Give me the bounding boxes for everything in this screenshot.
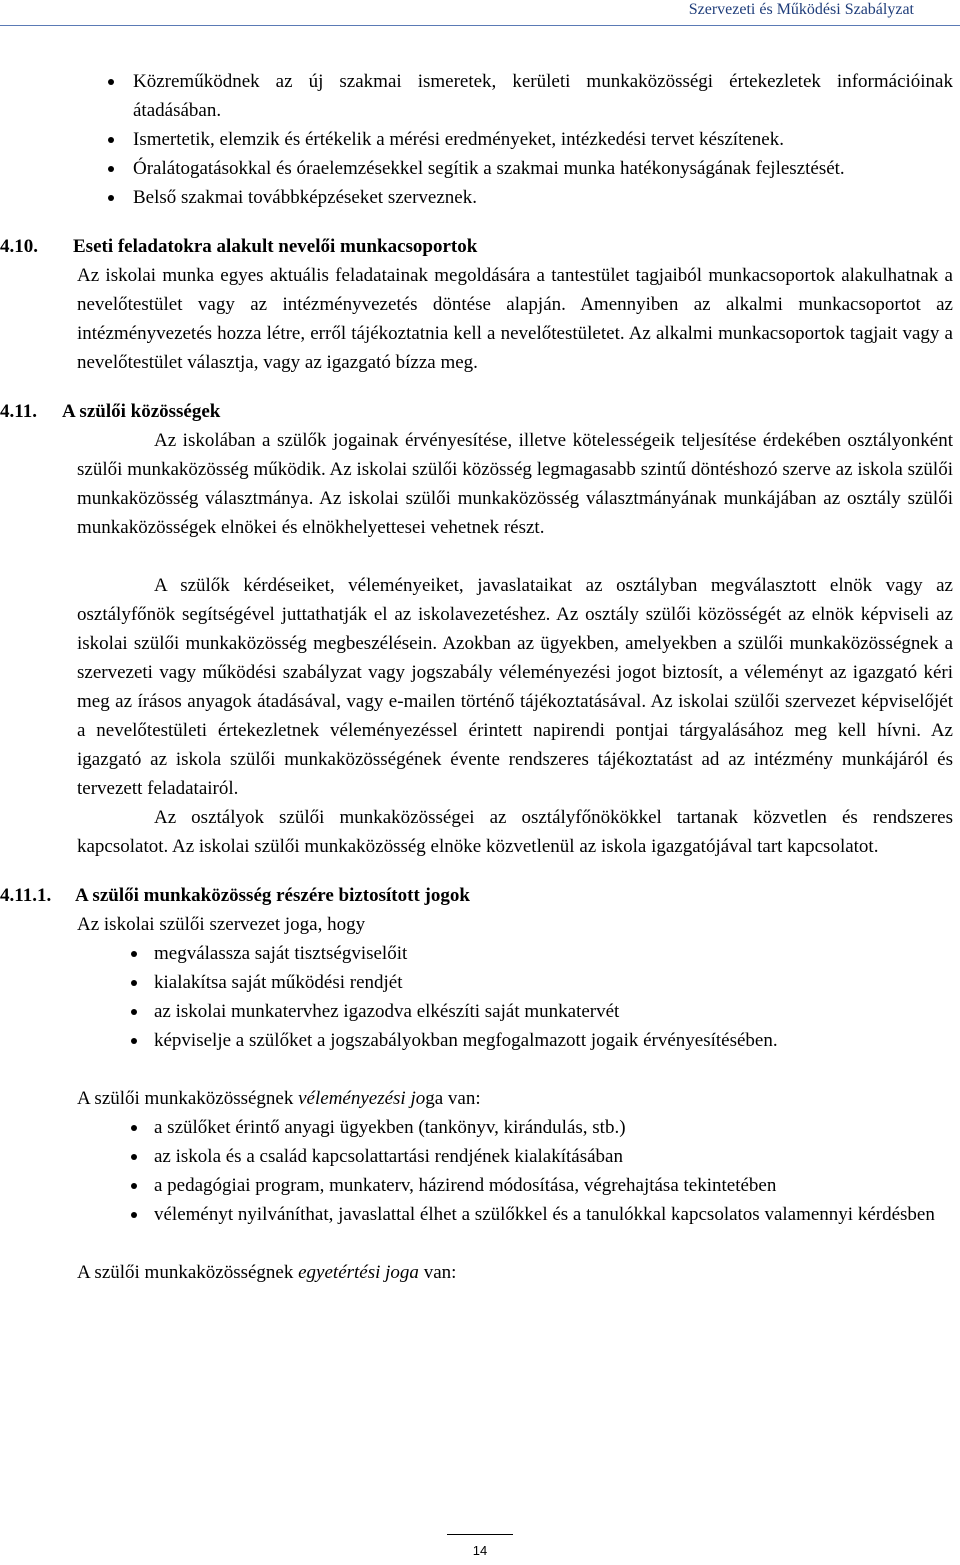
consent-intro: A szülői munkaközösségnek egyetértési joga van: xyxy=(77,1262,457,1283)
list-item: a szülőket érintő anyagi ügyekben (tankönyv, kirándulás, stb.) xyxy=(154,1113,953,1142)
opinion-list xyxy=(154,1113,953,1229)
section-number: 4.11. xyxy=(0,401,37,422)
emphasis: egyetértési joga xyxy=(298,1262,419,1283)
page-content xyxy=(0,67,953,1287)
top-bullet-list xyxy=(77,67,953,212)
header-rule xyxy=(0,25,960,26)
page-number: 14 xyxy=(472,1543,488,1558)
list-item: Ismertetik, elemzik és értékelik a mérési eredményeket, intézkedési tervet készítenek. xyxy=(77,125,953,154)
running-header: Szervezeti és Működési Szabályzat xyxy=(688,1,914,18)
list-item: véleményt nyilváníthat, javaslattal élhet a szülőkkel és a tanulókkal kapcsolatos valamennyi kérdésben xyxy=(154,1200,953,1229)
section-heading-4-11 xyxy=(0,397,953,426)
section-paragraph: Az iskolában a szülők jogainak érvényesítése, illetve kötelességeik teljesítése érdekében osztályonként szülői munkaközösség működik. Az iskolai szülői közösség legmagasabb szintű döntéshozó szerve az iskola szülői munkaközösség választmánya. Az iskolai szülői munkaközösség választmányának munkájában az osztály szülői munkaközösségek elnökei és elnökhelyettesei vehetnek részt. xyxy=(77,430,953,538)
list-item: megválassza saját tisztségviselőit xyxy=(154,939,953,968)
section-title: A szülői munkaközösség részére biztosított jogok xyxy=(75,885,470,906)
opinion-intro: A szülői munkaközösségnek véleményezési joga van: xyxy=(77,1088,481,1109)
list-item: a pedagógiai program, munkaterv, házirend módosítása, végrehajtása tekintetében xyxy=(154,1171,953,1200)
rights-intro: Az iskolai szülői szervezet joga, hogy xyxy=(77,914,366,935)
section-heading-4-10 xyxy=(0,232,953,261)
section-paragraph: A szülők kérdéseiket, véleményeiket, javaslataikat az osztályban megválasztott elnök vagy az osztályfőnök segítségével juttathatják el az iskolavezetéshez. Az osztály szülői közösségét az elnök képviseli az iskolai szülői munkaközösség megbeszélésein. Azokban az ügyekben, amelyekben a szülői munkaközösségnek a szervezeti vagy működési szabályzat vagy jogszabály véleményezési jogot biztosít, a véleményt az igazgató kéri meg az írásos anyagok átadásával, vagy e-mailen történő tájékoztatásával. Az iskolai szülői szervezet képviselőjét a nevelőtestületi értekezletnek véleményezéssel érintett napirendi pontjai tárgyalásához meg kell hívni. Az igazgató az iskola szülői munkaközösségének évente rendszeres tájékoztatást ad az intézmény munkájáról és tervezett feladatairól. xyxy=(77,575,953,799)
list-item: Óralátogatásokkal és óraelemzésekkel segítik a szakmai munka hatékonyságának fejlesztését. xyxy=(77,154,953,183)
section-number: 4.11.1. xyxy=(0,885,52,906)
section-heading-4-11-1 xyxy=(0,881,953,910)
list-item: Közreműködnek az új szakmai ismeretek, kerületi munkaközösségi értekezletek információinak átadásában. xyxy=(77,67,953,125)
rights-list xyxy=(154,939,953,1055)
section-paragraph: Az osztályok szülői munkaközösségei az osztályfőnökökkel tartanak közvetlen és rendszeres kapcsolatot. Az iskolai szülői munkaközösség elnöke közvetlenül az iskola igazgatójával tart kapcsolatot. xyxy=(77,807,953,857)
section-title: A szülői közösségek xyxy=(62,401,221,422)
emphasis: véleményezési jo xyxy=(298,1088,426,1109)
list-item: az iskola és a család kapcsolattartási rendjének kialakításában xyxy=(154,1142,953,1171)
list-item: képviselje a szülőket a jogszabályokban megfogalmazott jogaik érvényesítésében. xyxy=(154,1026,953,1055)
section-number: 4.10. xyxy=(0,236,38,257)
section-paragraph: Az iskolai munka egyes aktuális feladatainak megoldására a tantestület tagjaiból munkacsoportok alakulhatnak a nevelőtestület vagy az intézményvezetés döntése alapján. Amennyiben az alkalmi munkacsoportot az intézményvezetés hozza létre, erről tájékoztatnia kell a nevelőtestületet. Az alkalmi munkacsoportok tagjait vagy a nevelőtestület választja, vagy az igazgató bízza meg. xyxy=(77,265,953,373)
list-item: az iskolai munkatervhez igazodva elkészíti saját munkatervét xyxy=(154,997,953,1026)
list-item: Belső szakmai továbbképzéseket szerveznek. xyxy=(77,183,953,212)
list-item: kialakítsa saját működési rendjét xyxy=(154,968,953,997)
section-title: Eseti feladatokra alakult nevelői munkacsoportok xyxy=(73,236,478,257)
